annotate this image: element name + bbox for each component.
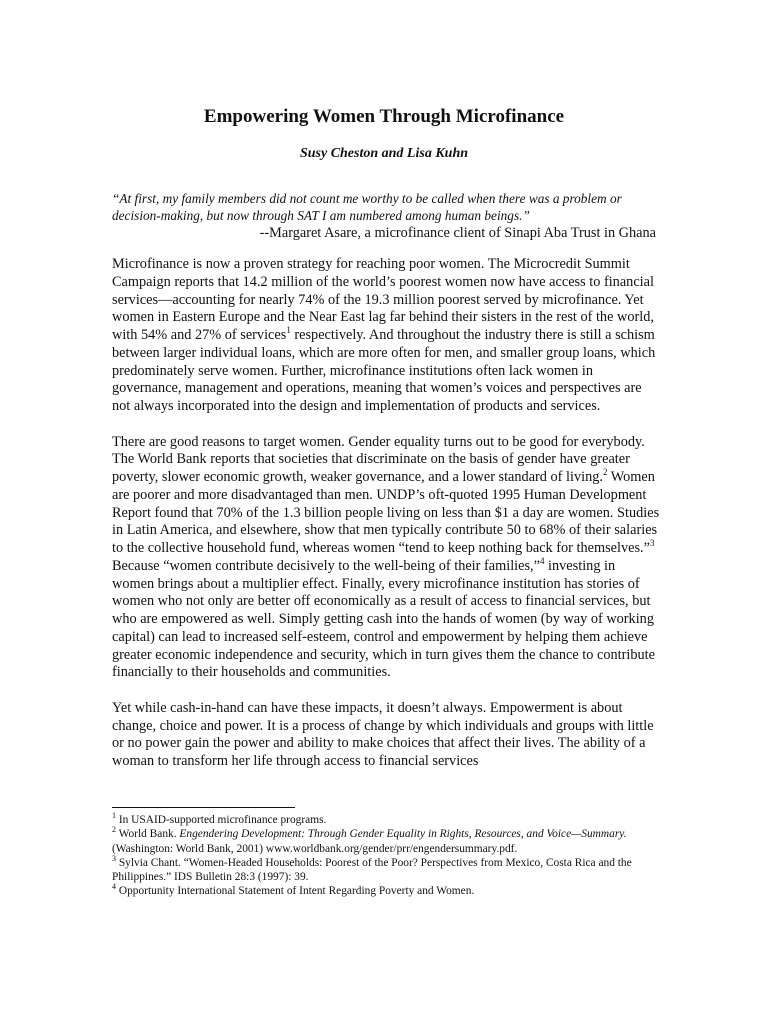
paragraph-2 — [112, 434, 660, 683]
footnote-ref-1[interactable]: 1 — [286, 325, 291, 336]
footnote-ref-2[interactable]: 2 — [602, 467, 608, 478]
footnote-number-3: 3 — [112, 854, 116, 864]
paragraph-3: Yet while cash-in-hand can have these impacts, it doesn’t always. Empowerment is about change, choice and power. It is a process of change by which individuals and groups with little or no power gain the power and ability to make choices that affect their lives. The ability of a woman to transform her life through access to financial services — [112, 699, 654, 769]
paragraph-2-part-a: There are good reasons to target women. Gender equality turns out to be good for everybody. The World Bank reports that societies that discriminate on the basis of gender have greater poverty, slower economic growth, weaker governance, and a lower standard of living. — [112, 433, 645, 485]
body-text — [112, 256, 660, 789]
document-title: Empowering Women Through Microfinance — [203, 106, 565, 127]
paragraph-2-part-c: Because “women contribute decisively to the well-being of their families,” — [112, 557, 540, 574]
paragraph-2-part-d: investing in women brings about a multiplier effect. Finally, every microfinance institution has stories of women who not only are better off economically as a result of access to financial services, but who are empowered as well. Simply getting cash into the hands of women (by way of working capital) can lead to increased self-esteem, control and empowerment by helping them achieve greater economic independence and security, which in turn gives them the chance to contribute financially to their households and communities. — [112, 557, 655, 681]
authors-byline: Susy Cheston and Lisa Kuhn — [299, 146, 469, 161]
epigraph-quote: “At first, my family members did not count me worthy to be called when there was a problem or decision-making, but now through SAT I am numbered among human beings.” — [112, 191, 622, 223]
footnote-number-2: 2 — [112, 825, 116, 835]
footnote-4 — [112, 884, 672, 898]
footnote-2 — [112, 827, 672, 856]
footnote-divider — [112, 807, 295, 808]
paragraph-2-part-b: Women are poorer and more disadvantaged than men. UNDP’s oft-quoted 1995 Human Development Report found that 70% of the 1.3 billion people living on less than $1 a day are women. Studies in Latin America, and elsewhere, show that men typically contribute 50 to 68% of their salaries to the collective household fund, whereas women “tend to keep nothing back for themselves.” — [112, 469, 660, 556]
footnote-3-text: Sylvia Chant. “Women-Headed Households: Poorest of the Poor? Perspectives from Mexico, Costa Rica and the Philippines.” IDS Bulletin 28:3 (1997): 39. — [112, 856, 632, 884]
footnote-2-title: Engendering Development: Through Gender Equality in Rights, Resources, and Voice—Summary. — [179, 828, 627, 841]
footnote-ref-4[interactable]: 4 — [539, 555, 545, 566]
footnotes — [112, 813, 672, 899]
paragraph-1-part-a: Microfinance is now a proven strategy for reaching poor women. The Microcredit Summit Campaign reports that 14.2 million of the world’s poorest women now have access to financial services—accounting for nearly 74% of the 19.3 million poorest served by microfinance. Yet women in Eastern Europe and the Near East lag far behind their sisters in the rest of the world, with 54% and 27% of services — [112, 256, 654, 343]
footnote-number-4: 4 — [112, 882, 116, 892]
footnote-number-1: 1 — [112, 811, 116, 821]
epigraph-attribution: --Margaret Asare, a microfinance client of Sinapi Aba Trust in Ghana — [259, 225, 656, 241]
paragraph-1-part-b: respectively. And throughout the industry there is still a schism between larger individual loans, which are more often for men, and smaller group loans, which predominately serve women. Further, microfinance institutions often lack women in governance, management and operations, meaning that women’s voices and perspectives are not always incorporated into the design and implementation of products and services. — [112, 327, 656, 414]
footnote-ref-3[interactable]: 3 — [649, 538, 655, 549]
footnote-3 — [112, 856, 672, 885]
footnote-2-pre: World Bank. — [116, 828, 180, 841]
paragraph-1 — [112, 256, 660, 416]
footnote-1 — [112, 813, 672, 827]
footnote-4-text: Opportunity International Statement of Intent Regarding Poverty and Women. — [116, 885, 475, 898]
footnote-2-post: (Washington: World Bank, 2001) www.worldbank.org/gender/prr/engendersummary.pdf. — [112, 842, 518, 855]
footnote-1-text: In USAID-supported microfinance programs. — [116, 814, 327, 826]
